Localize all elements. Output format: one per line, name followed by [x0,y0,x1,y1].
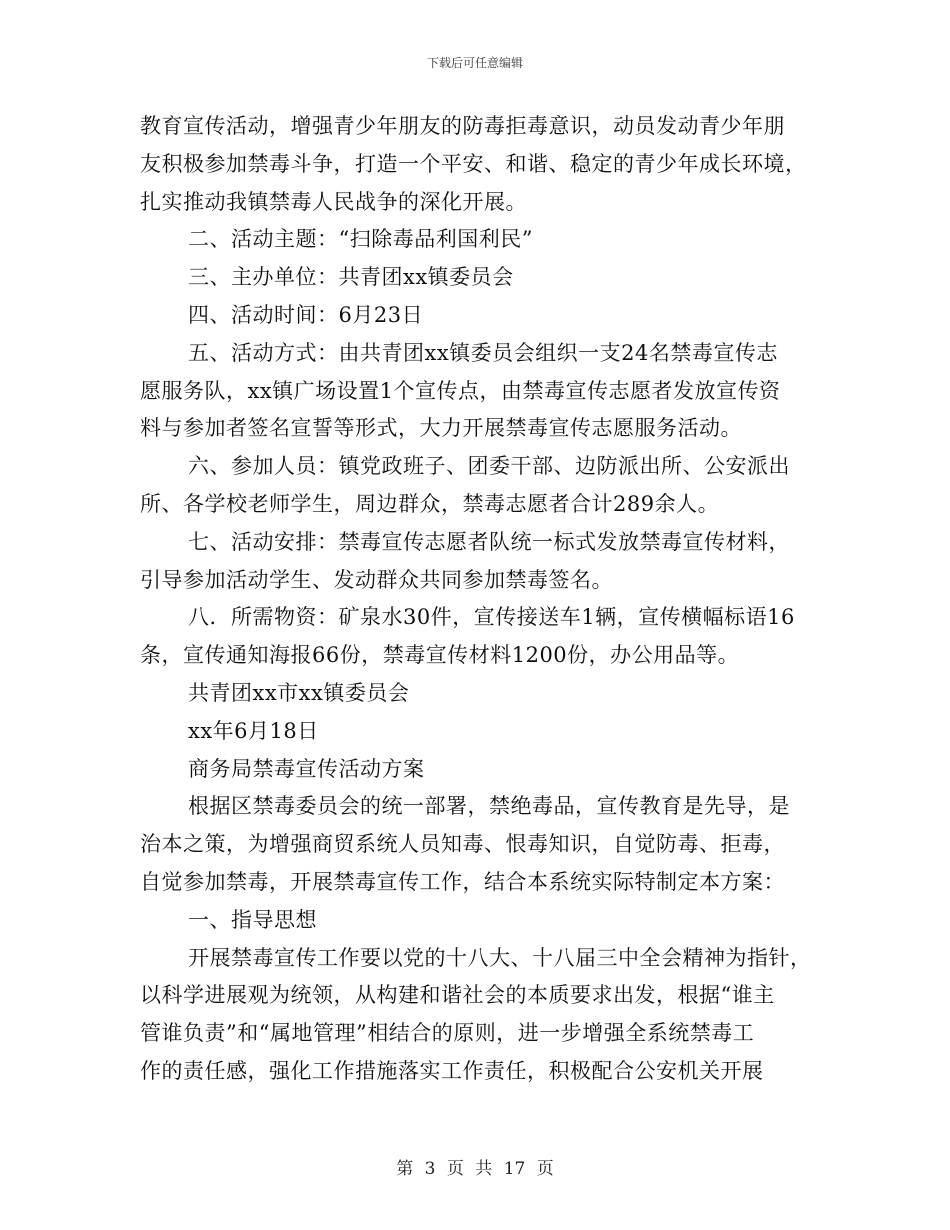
text-line: 八．所需物资：矿泉水30件，宣传接送车1辆，宣传横幅标语16 [188,605,795,630]
signature-date: xx年6月18日 [188,718,319,743]
text-line: 料与参加者签名宣誓等形式，大力开展禁毒宣传志愿服务活动。 [140,416,742,441]
text-line: 教育宣传活动，增强青少年朋友的防毒拒毒意识，动员发动青少年朋 [140,114,785,138]
text-line: 扎实推动我镇禁毒人民战争的深化开展。 [140,189,527,214]
page-header: 下载后可任意编辑 [426,56,523,70]
text-line: 作的责任感，强化工作措施落实工作责任，积极配合公安机关开展 [140,1058,764,1083]
text-line: 三、主办单位：共青团xx镇委员会 [188,265,514,290]
text-line: 四、活动时间：6月23日 [188,302,424,327]
text-line: 六、参加人员：镇党政班子、团委干部、边防派出所、公安派出 [188,454,790,479]
text-line: 五、活动方式：由共青团xx镇委员会组织一支24名禁毒宣传志 [188,340,778,365]
page-footer: 第 3 页 共 17 页 [396,1159,554,1179]
text-line: 友积极参加禁毒斗争，打造一个平安、和谐、稳定的青少年成长环境， [140,151,807,176]
text-line: 所、各学校老师学生，周边群众，禁毒志愿者合计289余人。 [140,491,720,516]
text-line: 根据区禁毒委员会的统一部署，禁绝毒品，宣传教育是先导，是 [188,794,790,819]
text-line: 条，宣传通知海报66份，禁毒宣传材料1200份，办公用品等。 [140,643,740,668]
document-body [140,108,820,1091]
section-heading: 一、指导思想 [188,907,317,932]
text-line: 引导参加活动学生、发动群众共同参加禁毒签名。 [140,567,613,592]
text-line: 愿服务队，xx镇广场设置1个宣传点，由禁毒宣传志愿者发放宣传资 [140,378,781,403]
text-line: 自觉参加禁毒，开展禁毒宣传工作，结合本系统实际特制定本方案： [140,869,785,894]
text-line: 开展禁毒宣传工作要以党的十八大、十八届三中全会精神为指针， [188,945,812,970]
text-line: 七、活动安排：禁毒宣传志愿者队统一标式发放禁毒宣传材料， [188,529,790,554]
text-line: 二、活动主题：“扫除毒品利国利民” [188,227,533,252]
text-line: 管谁负责”和“属地管理”相结合的原则，进一步增强全系统禁毒工 [140,1021,755,1046]
signature-org: 共青团xx市xx镇委员会 [188,680,410,705]
section-title: 商务局禁毒宣传活动方案 [188,756,425,781]
text-line: 治本之策，为增强商贸系统人员知毒、恨毒知识，自觉防毒、拒毒， [140,832,785,857]
text-line: 以科学进展观为统领，从构建和谐社会的本质要求出发，根据“谁主 [140,983,775,1008]
